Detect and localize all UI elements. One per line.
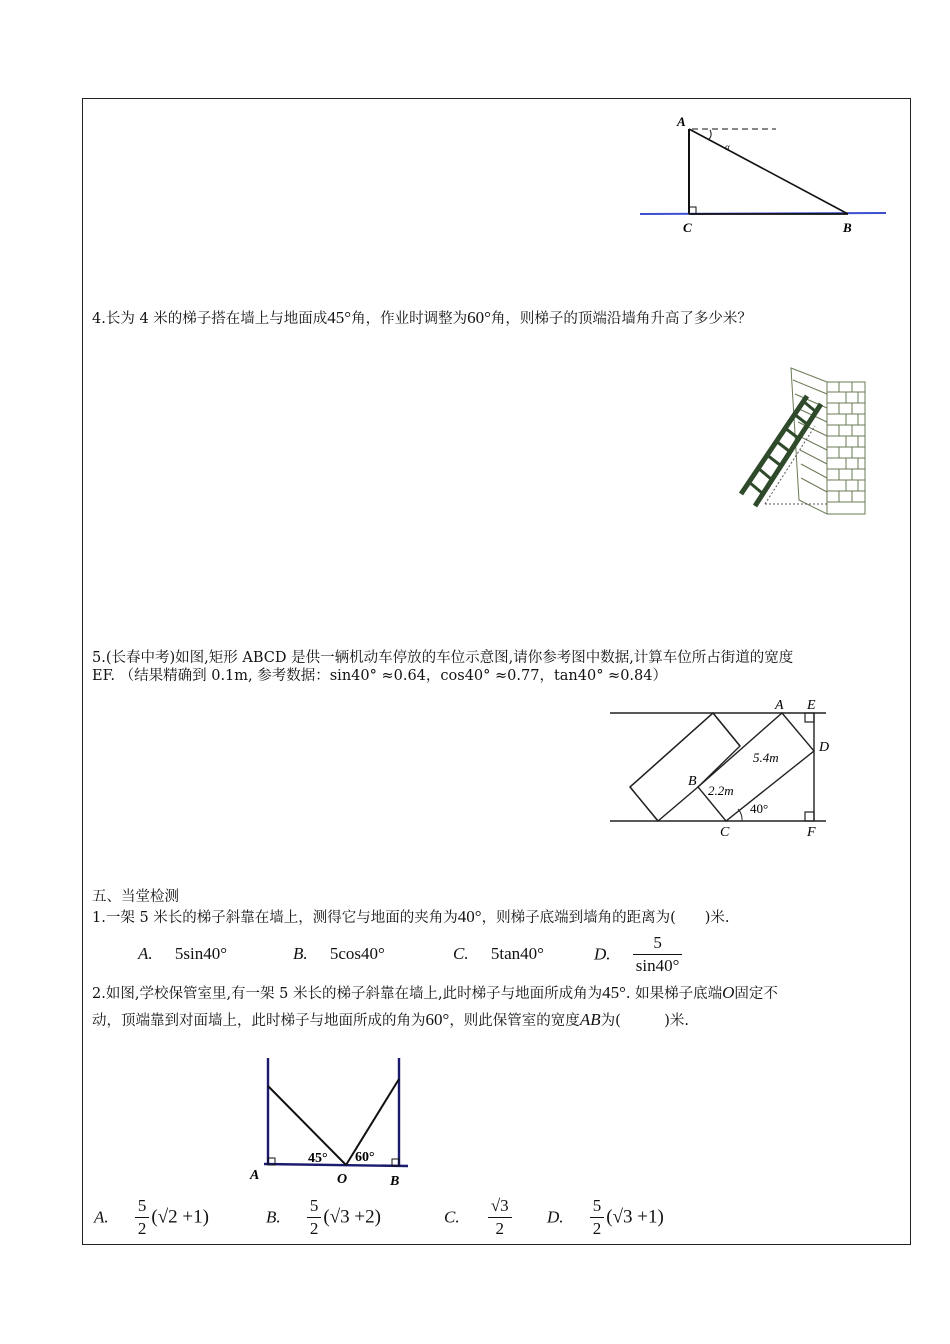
label-c: C: [683, 220, 692, 235]
q4-text-mid: 角，作业时调整为: [351, 311, 468, 327]
fig5-label-a: A: [775, 698, 784, 713]
option-fraction: $\frac{5}{2}$: [135, 1195, 150, 1240]
option-tail: (√2 +1): [151, 1206, 209, 1228]
test-question-1: [92, 907, 730, 928]
q4-text-suffix: 角，则梯子的顶端沿墙角升高了多少米？: [490, 311, 752, 327]
tq2-angle-45: 45°: [602, 983, 626, 1002]
option-tail: (√3 +2): [323, 1206, 381, 1228]
parking-figure: [608, 694, 838, 844]
label-a: A: [677, 114, 686, 129]
tq1-text-suffix: ，则梯子底端到墙角的距离为( )米.: [481, 910, 730, 926]
fig5-label-c: C: [720, 825, 730, 840]
storage-room-figure: [244, 1052, 416, 1190]
storage-label-o: O: [337, 1172, 348, 1187]
option-fraction: $\frac{√3}{2}$: [488, 1195, 512, 1240]
tq2-segment-ab: AB: [579, 1010, 601, 1029]
tq2-angle-60: 60°: [425, 1010, 450, 1029]
section-title: 五、当堂检测: [92, 889, 179, 905]
tq2-text-mid2: ，则此保管室的宽度: [449, 1013, 580, 1029]
option-label: A.: [138, 944, 153, 963]
tq2-point-o: O: [722, 983, 735, 1002]
tq1-option-b[interactable]: [293, 944, 385, 964]
tq2-option-b[interactable]: [266, 1195, 381, 1240]
tq1-angle: 40°: [457, 907, 482, 926]
tq1-option-c[interactable]: [453, 944, 544, 964]
test-question-2-line1: [92, 983, 778, 1004]
option-fraction: $\frac{5}{2}$: [307, 1195, 322, 1240]
tq2-text-prefix2: 动，顶端靠到对面墙上，此时梯子与地面所成的角为: [92, 1013, 426, 1029]
question-4: [92, 308, 752, 329]
option-label: C.: [444, 1207, 460, 1227]
q4-angle-45: 45°: [327, 308, 352, 327]
q4-angle-60: 60°: [467, 308, 491, 327]
option-label: B.: [293, 944, 308, 963]
fig5-label-f: F: [807, 825, 816, 840]
tq2-option-d[interactable]: [547, 1195, 664, 1240]
storage-label-a: A: [250, 1168, 260, 1183]
fig5-label-d: D: [819, 740, 830, 755]
label-b: B: [843, 220, 852, 235]
option-label: B.: [266, 1207, 281, 1227]
storage-angle-45: 45°: [308, 1151, 328, 1166]
tq1-option-a[interactable]: [138, 944, 227, 964]
q4-text-prefix: 4.长为 4 米的梯子搭在墙上与地面成: [92, 311, 328, 327]
option-label: A.: [94, 1207, 109, 1227]
storage-label-b: B: [390, 1174, 400, 1189]
option-label: D.: [547, 1207, 564, 1227]
fig5-length-5-4: 5.4m: [753, 750, 779, 765]
tq1-option-d[interactable]: [594, 932, 684, 977]
label-alpha: α: [725, 142, 730, 152]
fig5-label-b: B: [688, 774, 697, 789]
ladder-wall-illustration: [735, 360, 871, 520]
fig5-label-e: E: [807, 698, 816, 713]
tq2-option-c[interactable]: [444, 1195, 514, 1240]
tq2-text-suffix2: 为( )米.: [600, 1013, 690, 1029]
question-5-line2: EF. （结果精确到 0.1m, 参考数据：sin40° ≈0.64，cos40° ≈0.77，tan40° ≈0.84）: [92, 668, 667, 684]
fig5-length-2-2: 2.2m: [708, 783, 734, 798]
tq2-text-mid: . 如果梯子底端: [625, 986, 723, 1002]
tq2-text-suffix: 固定不: [734, 986, 778, 1002]
fig5-angle-40: 40°: [750, 801, 769, 816]
option-label: D.: [594, 944, 611, 964]
option-expr: 5tan40°: [490, 944, 544, 963]
triangle-figure: [636, 110, 888, 236]
option-label: C.: [453, 944, 469, 963]
option-expr: 5sin40°: [174, 944, 228, 963]
option-fraction: $\frac{5}{2}$: [590, 1195, 605, 1240]
tq2-text-prefix: 2.如图,学校保管室里,有一架 5 米长的梯子斜靠在墙上,此时梯子与地面所成角为: [92, 986, 603, 1002]
option-tail: (√3 +1): [606, 1206, 664, 1228]
tq2-option-a[interactable]: [94, 1195, 209, 1240]
option-expr: 5cos40°: [329, 944, 385, 963]
question-5-line1: 5.(长春中考)如图,矩形 ABCD 是供一辆机动车停放的车位示意图,请你参考图中数据,计算车位所占街道的宽度: [92, 650, 794, 666]
option-fraction: $\frac{5}{\sin 40^\circ}$: [633, 932, 683, 977]
storage-angle-60: 60°: [355, 1150, 375, 1165]
test-question-2-line2: [92, 1010, 689, 1031]
tq1-text-prefix: 1.一架 5 米长的梯子斜靠在墙上，测得它与地面的夹角为: [92, 910, 458, 926]
